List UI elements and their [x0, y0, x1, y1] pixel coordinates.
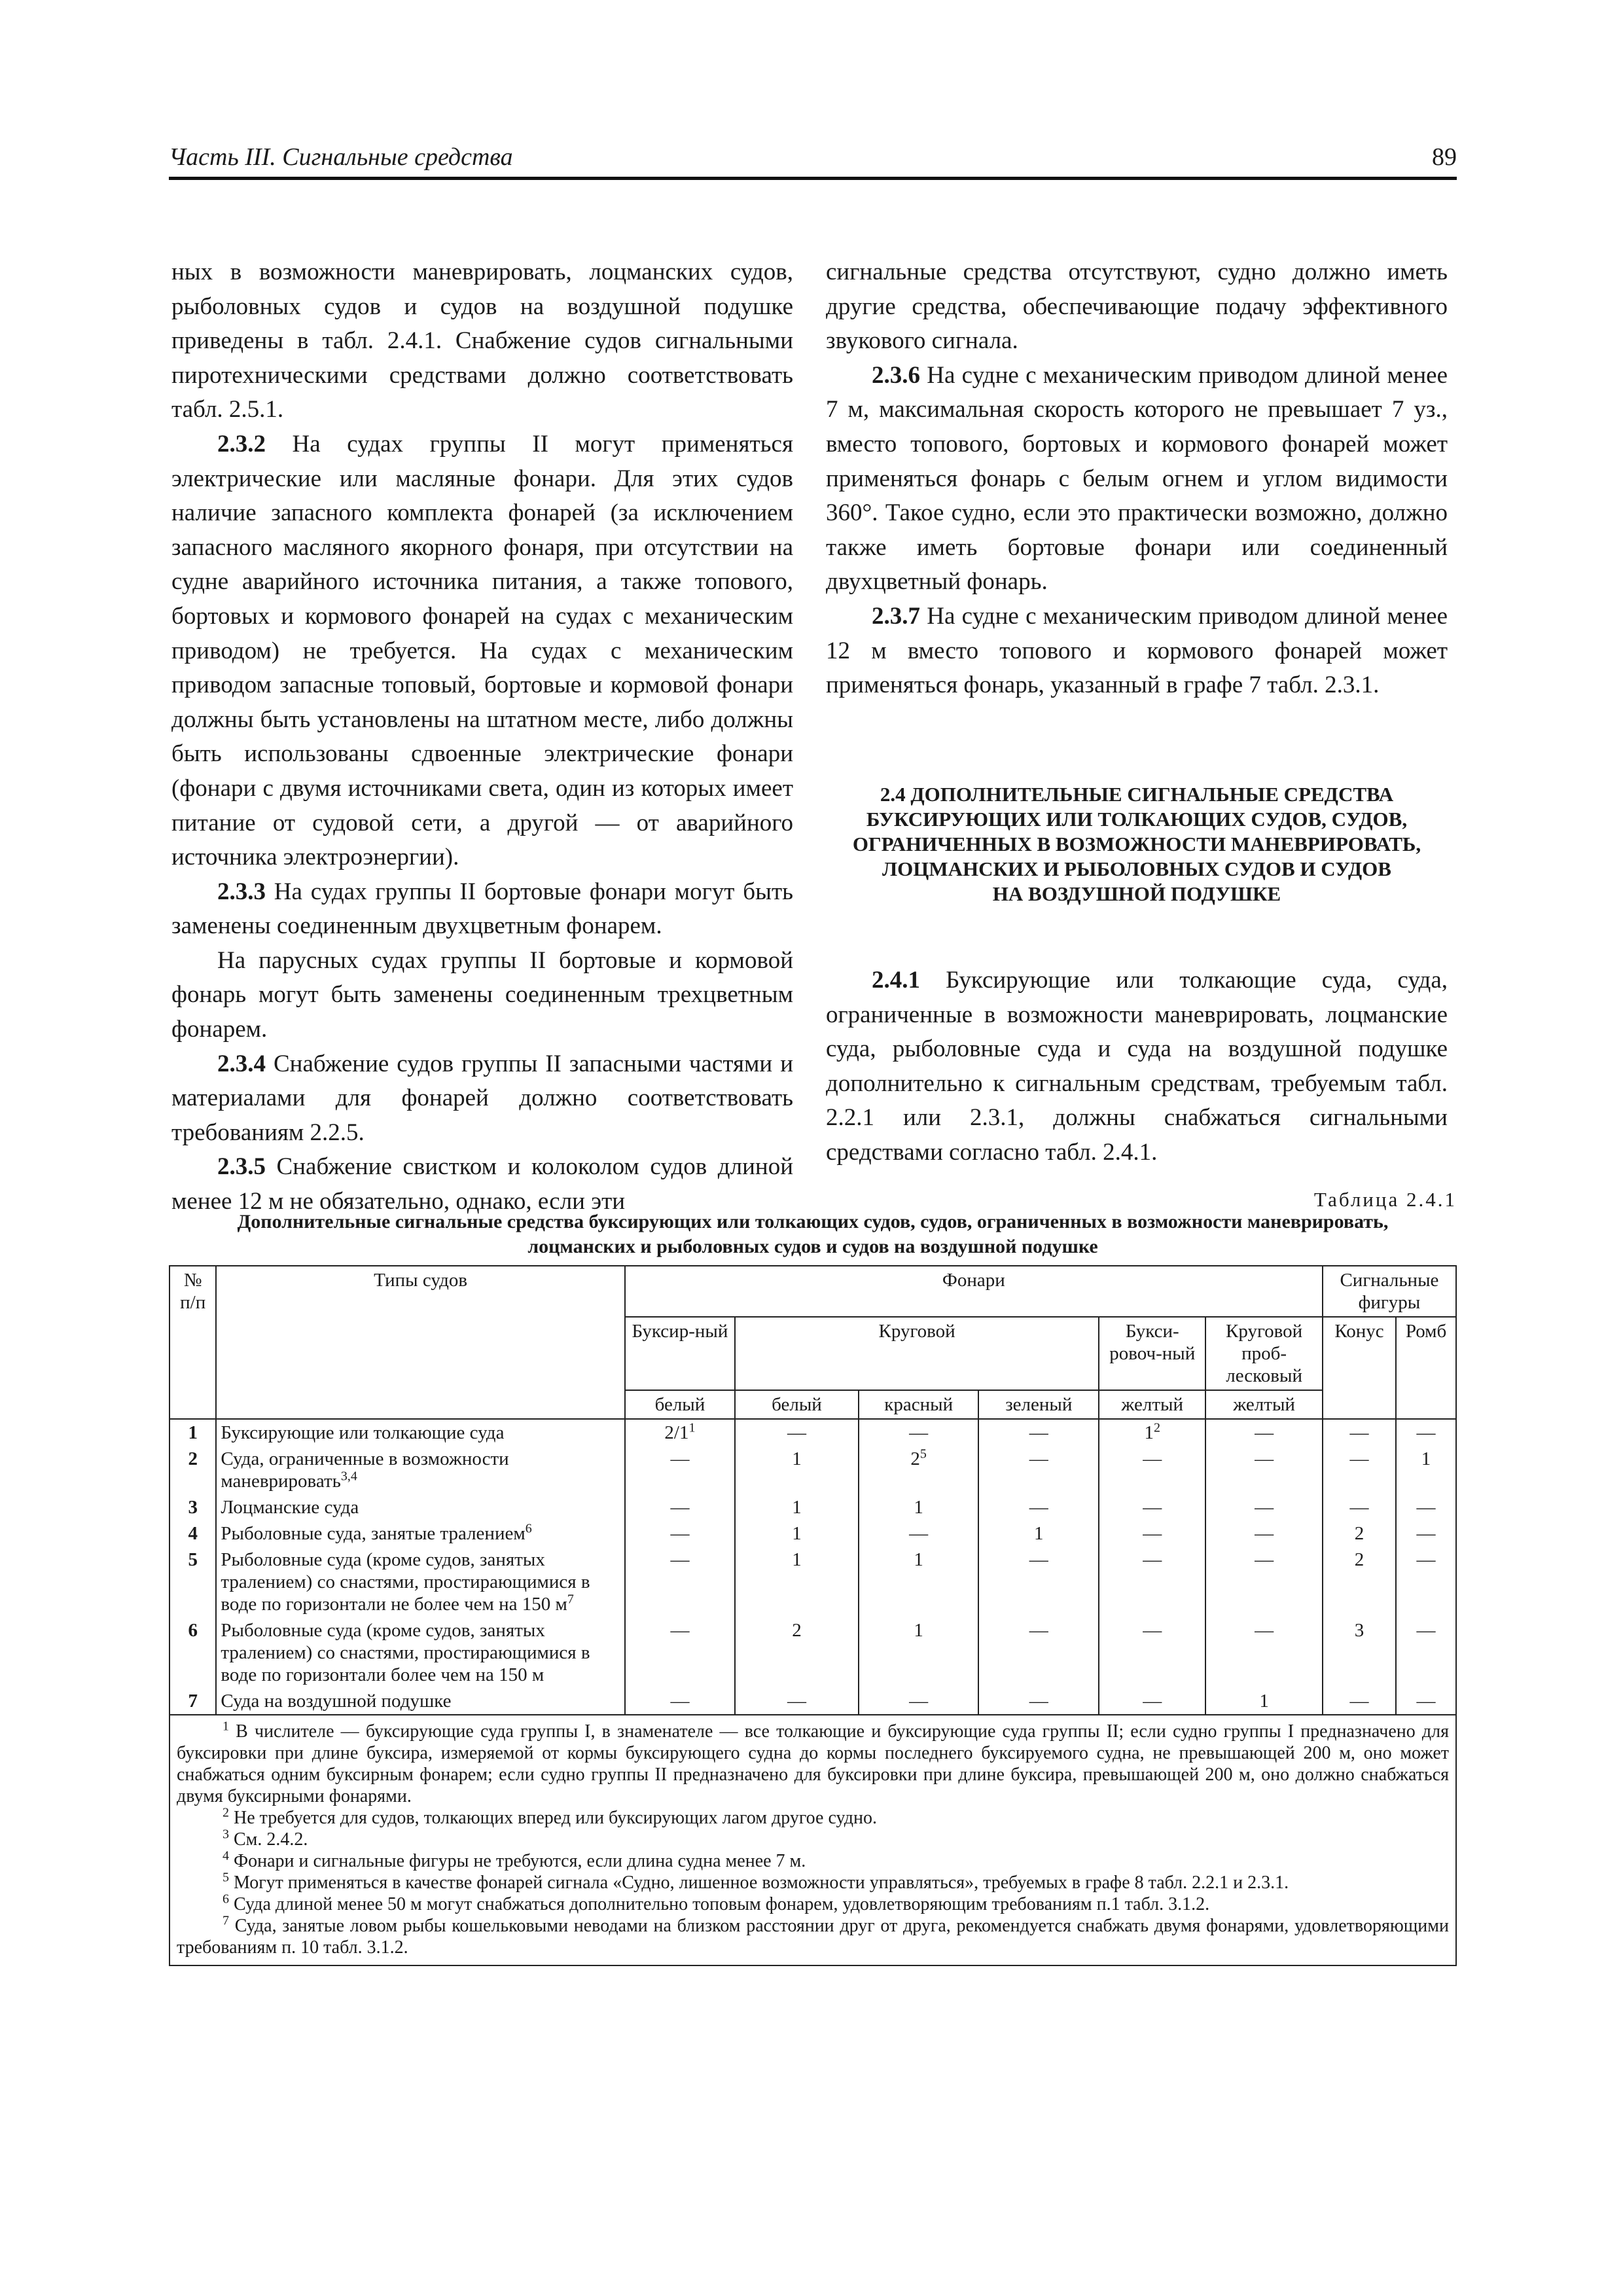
- table-footnotes: [169, 1715, 1456, 1965]
- footnote: $^7$ Суда, занятые ловом рыбы кошельковыми неводами на близком расстоянии друг от друга, рекомендуется снабжать двумя фонарями, удовлетворяющими требованиям п. 10 табл. 3.1.2.: [177, 1913, 1449, 1958]
- table-cell: —: [1099, 1547, 1205, 1617]
- table-cell: —: [859, 1688, 979, 1715]
- row-number: 3: [169, 1494, 216, 1520]
- row-number: 5: [169, 1547, 216, 1617]
- header-rule: [169, 177, 1457, 180]
- table-cell: —: [1099, 1520, 1205, 1547]
- table-row: [169, 1419, 1456, 1446]
- header-lights: Фонари: [625, 1266, 1323, 1317]
- table-cell: —: [859, 1419, 979, 1446]
- paragraph-2-3-5: 2.3.5 Снабжение свистком и колоколом судов длиной менее 12 м не обязательно, однако, если эти: [171, 1153, 793, 1215]
- footnote: $^3$ См. 2.4.2.: [223, 1827, 308, 1850]
- header-color: зеленый: [978, 1390, 1099, 1419]
- header-color: красный: [859, 1390, 979, 1419]
- table-cell: —: [1205, 1494, 1323, 1520]
- table-cell: —: [1205, 1617, 1323, 1688]
- table-cell: —: [1099, 1494, 1205, 1520]
- paragraph-2-4-1: 2.4.1 Буксирующие или толкающие суда, суда, ограниченные в возможности маневрировать, лоцманские суда, рыболовные суда и суда на воздушной подушке дополнительно к сигнальным средствам, требуемым табл. 2.2.1 или 2.3.1, должны снабжаться сигнальными средствами согласно табл. 2.4.1.: [826, 967, 1448, 1166]
- paragraph: сигнальные средства отсутствуют, судно должно иметь другие средства, обеспечивающие подачу эффективного звукового сигнала.: [826, 259, 1448, 355]
- table-cell: 1: [1205, 1688, 1323, 1715]
- table-cell: —: [978, 1419, 1099, 1446]
- row-vessel-type: Рыболовные суда (кроме судов, занятых тралением) со снастями, простирающимися в воде по горизонтали не более чем на 150 $м^7$: [216, 1547, 624, 1617]
- row-vessel-type: Буксирующие или толкающие суда: [216, 1419, 624, 1446]
- table-row: [169, 1520, 1456, 1547]
- header-color: желтый: [1205, 1390, 1323, 1419]
- table-cell: —: [1396, 1617, 1456, 1688]
- table-cell: 1: [735, 1446, 859, 1494]
- table-label: Таблица 2.4.1: [1313, 1188, 1457, 1211]
- table-cell: —: [625, 1547, 735, 1617]
- header-towing2: Букси-ровоч-ный: [1099, 1317, 1205, 1390]
- table-cell: —: [1396, 1494, 1456, 1520]
- paragraph-2-3-7: 2.3.7 На судне с механическим приводом длиной менее 12 м вместо топового и кормового фонарей может применяться фонарь, указанный в графе 7 табл. 2.3.1.: [826, 602, 1448, 699]
- table-cell: 3: [1323, 1617, 1396, 1688]
- row-number: 7: [169, 1688, 216, 1715]
- header-color: желтый: [1099, 1390, 1205, 1419]
- table-cell: —: [1099, 1688, 1205, 1715]
- footnote-ref: 1: [688, 1420, 696, 1435]
- table-cell: 1: [978, 1520, 1099, 1547]
- table-cell: —: [1396, 1419, 1456, 1446]
- table-cell: —: [625, 1446, 735, 1494]
- section-heading: 2.4 ДОПОЛНИТЕЛЬНЫЕ СИГНАЛЬНЫЕ СРЕДСТВА БУКСИРУЮЩИХ ИЛИ ТОЛКАЮЩИХ СУДОВ, СУДОВ, ОГРАНИЧЕННЫХ В ВОЗМОЖНОСТИ МАНЕВРИРОВАТЬ, ЛОЦМАНСКИХ И РЫБОЛОВНЫХ СУДОВ И СУДОВ НА ВОЗДУШНОЙ ПОДУШКЕ: [852, 783, 1421, 905]
- row-number: 6: [169, 1617, 216, 1688]
- paragraph-2-3-3: 2.3.3 На судах группы II бортовые фонари могут быть заменены соединенным двухцветным фонарем.: [171, 878, 793, 940]
- footnote: $^2$ Не требуется для судов, толкающих вперед или буксирующих лагом другое судно.: [223, 1805, 877, 1828]
- table-cell: —: [1205, 1547, 1323, 1617]
- header-color: белый: [735, 1390, 859, 1419]
- table-cell: —: [978, 1494, 1099, 1520]
- row-vessel-type: Рыболовные суда, занятые тралением$^6$: [216, 1520, 624, 1547]
- table-row: [169, 1446, 1456, 1494]
- table-cell: —: [735, 1688, 859, 1715]
- table-cell: —: [735, 1419, 859, 1446]
- table-body: [169, 1419, 1456, 1715]
- table-row: [169, 1617, 1456, 1688]
- table-cell: —: [1205, 1520, 1323, 1547]
- row-number: 1: [169, 1419, 216, 1446]
- row-number: 2: [169, 1446, 216, 1494]
- table-cell: —: [1323, 1494, 1396, 1520]
- table-cell: —: [1099, 1446, 1205, 1494]
- paragraph-2-3-4: 2.3.4 Снабжение судов группы II запасными частями и материалами для фонарей должно соответствовать требованиям 2.2.5.: [171, 1050, 793, 1146]
- table-cell: 1: [1396, 1446, 1456, 1494]
- paragraph-2-3-6: 2.3.6 На судне с механическим приводом длиной менее 7 м, максимальная скорость которого не превышает 7 уз., вместо топового, бортовых и кормового фонарей может применяться фонарь с белым огнем и углом видимости 360°. Такое судно, если это практически возможно, должно также иметь бортовые фонари или соединенный двухцветный фонарь.: [826, 361, 1448, 596]
- footnote: $^4$ Фонари и сигнальные фигуры не требуются, если длина судна менее 7 м.: [223, 1848, 806, 1871]
- table-caption: Дополнительные сигнальные средства буксирующих или толкающих судов, судов, ограниченных в возможности маневрировать, лоцманских и рыболовных судов и судов на воздушной подушке: [237, 1211, 1389, 1257]
- table-cell: 2: [735, 1617, 859, 1688]
- table-cell: 1: [735, 1547, 859, 1617]
- footnote: $^1$ В числителе — буксирующие суда группы I, в знаменателе — все толкающие и буксирующие суда группы II; если судно группы I предназначено для буксировки при длине буксира, измеряемой от кормы буксирующего судна до кормы последнего буксируемого судна, не превышающей 200 м, оно может снабжаться одним буксирным фонарем; если судно группы II предназначено для буксировки при длине буксира, превышающей 200 м, оно должно снабжаться двумя буксирными фонарями.: [177, 1719, 1449, 1806]
- table-cell: —: [1205, 1419, 1323, 1446]
- table-cell: $1^2$: [1099, 1419, 1205, 1446]
- row-vessel-type: Суда, ограниченные в возможности маневрировать$^{3,4}$: [216, 1446, 624, 1494]
- paragraph-2-3-2: 2.3.2 На судах группы II могут применяться электрические или масляные фонари. Для этих судов наличие запасного комплекта фонарей (за исключением запасного масляного якорного фонаря, при отсутствии на судне аварийного источника питания, а также топового, бортовых и кормового фонарей на судах с механическим приводом) не требуется. На судах с механическим приводом запасные топовый, бортовые и кормовой фонари должны быть установлены на штатном месте, либо должны быть использованы сдвоенные электрические фонари (фонари с двумя источниками света, один из которых имеет питание от судовой сети, а другой — от аварийного источника электроэнергии).: [171, 430, 793, 871]
- table-cell: —: [1396, 1688, 1456, 1715]
- left-column: [171, 255, 793, 1219]
- footnote-ref: 7: [567, 1592, 574, 1607]
- header-towing: Буксир-ный: [625, 1317, 735, 1390]
- paragraph: На парусных судах группы II бортовые и кормовой фонарь могут быть заменены соединенным трехцветным фонарем.: [171, 946, 793, 1043]
- table-cell: —: [1396, 1547, 1456, 1617]
- table-cell: —: [859, 1520, 979, 1547]
- header-color: белый: [625, 1390, 735, 1419]
- table-cell: 1: [735, 1494, 859, 1520]
- table-cell: —: [1099, 1617, 1205, 1688]
- table-cell: —: [625, 1520, 735, 1547]
- header-flashing: Круговой проб-лесковый: [1205, 1317, 1323, 1390]
- page-header: [169, 143, 1457, 182]
- table-cell: $2/1^1$: [625, 1419, 735, 1446]
- header-figures: Сигнальные фигуры: [1323, 1266, 1456, 1317]
- header-circular: Круговой: [735, 1317, 1099, 1390]
- footnote-ref: 2: [1153, 1420, 1160, 1435]
- row-vessel-type: Рыболовные суда (кроме судов, занятых тралением) со снастями, простирающимися в воде по горизонтали более чем на 150 м: [216, 1617, 624, 1688]
- table-cell: 1: [735, 1520, 859, 1547]
- table-cell: 1: [859, 1617, 979, 1688]
- signal-table: [169, 1265, 1457, 1966]
- table-cell: —: [1396, 1520, 1456, 1547]
- table-cell: 2: [1323, 1520, 1396, 1547]
- table-cell: —: [1323, 1419, 1396, 1446]
- table-cell: —: [978, 1617, 1099, 1688]
- table-cell: —: [1205, 1446, 1323, 1494]
- row-vessel-type: Суда на воздушной подушке: [216, 1688, 624, 1715]
- table-cell: —: [625, 1617, 735, 1688]
- footnote: $^5$ Могут применяться в качестве фонарей сигнала «Судно, лишенное возможности управляться», требуемых в графе 8 табл. 2.2.1 и 2.3.1.: [223, 1870, 1289, 1893]
- table-cell: —: [625, 1688, 735, 1715]
- page-number: 89: [1432, 143, 1457, 171]
- table-row: [169, 1547, 1456, 1617]
- table-cell: $2^5$: [859, 1446, 979, 1494]
- header-rhomb: Ромб: [1396, 1317, 1456, 1419]
- row-number: 4: [169, 1520, 216, 1547]
- footnote-ref: 6: [525, 1521, 532, 1536]
- table-cell: 1: [859, 1547, 979, 1617]
- table-cell: —: [1323, 1688, 1396, 1715]
- table-cell: —: [978, 1688, 1099, 1715]
- table-row: [169, 1688, 1456, 1715]
- running-title: Часть III. Сигнальные средства: [169, 143, 513, 171]
- right-column: [826, 255, 1448, 703]
- table-cell: —: [625, 1494, 735, 1520]
- footnote: $^6$ Суда длиной менее 50 м могут снабжаться дополнительно топовым фонарем, удовлетворяющим требованиям п.1 табл. 3.1.2.: [223, 1892, 1210, 1914]
- paragraph: ных в возможности маневрировать, лоцманских судов, рыболовных судов и судов на воздушной подушке приведены в табл. 2.4.1. Снабжение судов сигнальными пиротехническими средствами должно соответствовать табл. 2.5.1.: [171, 259, 793, 423]
- footnote-ref: 3,4: [340, 1469, 357, 1484]
- table-cell: —: [978, 1446, 1099, 1494]
- header-cone: Конус: [1323, 1317, 1396, 1419]
- table-cell: 1: [859, 1494, 979, 1520]
- row-vessel-type: Лоцманские суда: [216, 1494, 624, 1520]
- table-row: [169, 1494, 1456, 1520]
- header-num: № п/п: [169, 1266, 216, 1419]
- table-cell: —: [978, 1547, 1099, 1617]
- header-type: Типы судов: [216, 1266, 624, 1419]
- footnote-ref: 5: [919, 1446, 927, 1462]
- table-cell: —: [1323, 1446, 1396, 1494]
- table-cell: 2: [1323, 1547, 1396, 1617]
